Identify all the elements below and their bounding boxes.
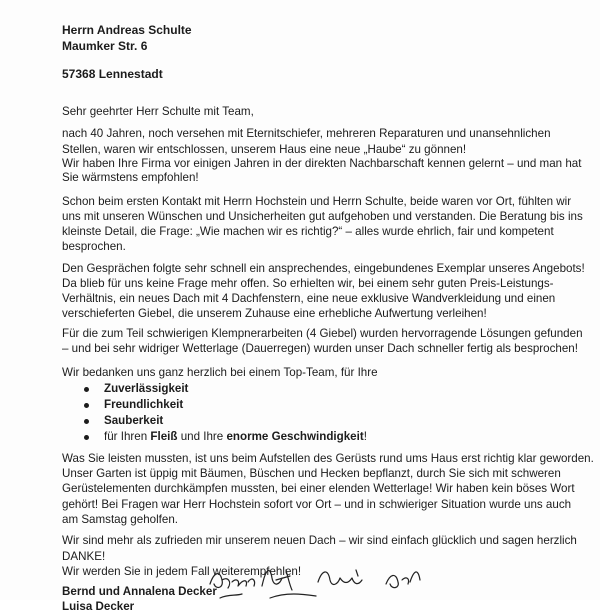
paragraph-2-line: besprochen.	[62, 240, 126, 253]
paragraph-2-line: uns mit unseren Wünschen und Unsicherheiten gut aufgehoben und verstanden. Die Beratung bis ins	[62, 210, 583, 223]
paragraph-3-line: Verhältnis, ein neues Dach mit 4 Dachfenstern, eine neue exklusive Wandverkleidung und einen	[62, 292, 556, 305]
closing-line: Wir werden Sie in jedem Fall weiterempfehlen!	[62, 565, 302, 578]
bullet-cleanliness: Sauberkeit	[104, 414, 164, 427]
bullet-reliability: Zuverlässigkeit	[104, 382, 189, 395]
bullet-text: für Ihren	[104, 430, 151, 443]
bullet-dot	[84, 419, 89, 424]
recipient-street: Maumker Str. 6	[62, 39, 148, 53]
recipient-name: Herrn Andreas Schulte	[62, 23, 192, 37]
paragraph-2-line: kleinste Detail, die Frage: „Wie machen wir es richtig?“ – alles wurde ehrlich, fair und kompetent	[62, 225, 554, 238]
closing-line: Wir sind mehr als zufrieden mir unserem neuen Dach – wir sind einfach glücklich und sagen herzlich	[62, 534, 577, 547]
paragraph-4-line: – und bei sehr widriger Wetterlage (Dauerregen) wurden unser Dach schneller fertig als besprochen!	[62, 342, 578, 355]
bullet-friendliness: Freundlichkeit	[104, 398, 184, 411]
paragraph-1-line: Stellen, waren wir entschlossen, unserem Haus eine neue „Haube“ zu gönnen!	[62, 143, 467, 156]
thanks-intro: Wir bedanken uns ganz herzlich bei einem Top-Team, für Ihre	[62, 366, 378, 379]
paragraph-1-line: Wir haben Ihre Firma vor einigen Jahren in der direkten Nachbarschaft kennen gelernt – und man hat	[62, 157, 582, 170]
paragraph-3-line: Den Gesprächen folgte sehr schnell ein ansprechendes, eingebundenes Exemplar unseres Angebots!	[62, 262, 585, 275]
signer-names: Bernd und Annalena Decker	[62, 585, 217, 598]
signer-name-2: Luisa Decker	[62, 600, 135, 613]
paragraph-3-line: verschieferten Giebel, die unserem Zuhause eine erhebliche Aufwertung verleihen!	[62, 307, 487, 320]
paragraph-3-line: Da blieb für uns keine Frage mehr offen. So erhielten wir, bei einem sehr guten Preis-Leistungs-	[62, 277, 554, 290]
bullet-bold-text: enorme Geschwindigkeit	[226, 430, 364, 443]
closing-line: DANKE!	[62, 550, 106, 563]
paragraph-1-line: nach 40 Jahren, noch versehen mit Eternitschiefer, mehreren Reparaturen und unansehnlichen	[62, 127, 551, 140]
recipient-city: 57368 Lennestadt	[62, 67, 163, 81]
bullet-text: !	[363, 430, 367, 443]
paragraph-5-line: Gerüstelementen durchkämpfen mussten, bei einer elenden Wetterlage! Wir haben kein böses Wort	[62, 482, 575, 495]
bullet-dot	[84, 435, 89, 440]
bullet-text: und Ihre	[177, 430, 227, 443]
paragraph-5-line: Unser Garten ist üppig mit Bäumen, Büschen und Hecken bepflanzt, durch Sie sich mit schweren	[62, 467, 561, 480]
paragraph-4-line: Für die zum Teil schwierigen Klempnerarbeiten (4 Giebel) wurden hervorragende Lösungen gefunden	[62, 327, 583, 340]
paragraph-5-line: am Samstag geholfen.	[62, 513, 179, 526]
paragraph-5-line: Was Sie leisten mussten, ist uns beim Aufstellen des Gerüsts rund ums Haus erst richtig klar geworden.	[62, 452, 594, 465]
bullet-bold-text: Fleiß	[150, 430, 178, 443]
bullet-dot	[84, 403, 89, 408]
bullet-diligence-speed	[104, 429, 367, 445]
paragraph-1-line: Sie wärmstens empfohlen!	[62, 171, 199, 184]
paragraph-5-line: gehört! Bei Fragen war Herr Hochstein sofort vor Ort – und in schwieriger Situation wurde uns auch	[62, 498, 572, 511]
salutation: Sehr geehrter Herr Schulte mit Team,	[62, 105, 254, 118]
bullet-dot	[84, 387, 89, 392]
paragraph-2-line: Schon beim ersten Kontakt mit Herrn Hochstein und Herrn Schulte, beide waren vor Ort, fühlten wir	[62, 195, 572, 208]
